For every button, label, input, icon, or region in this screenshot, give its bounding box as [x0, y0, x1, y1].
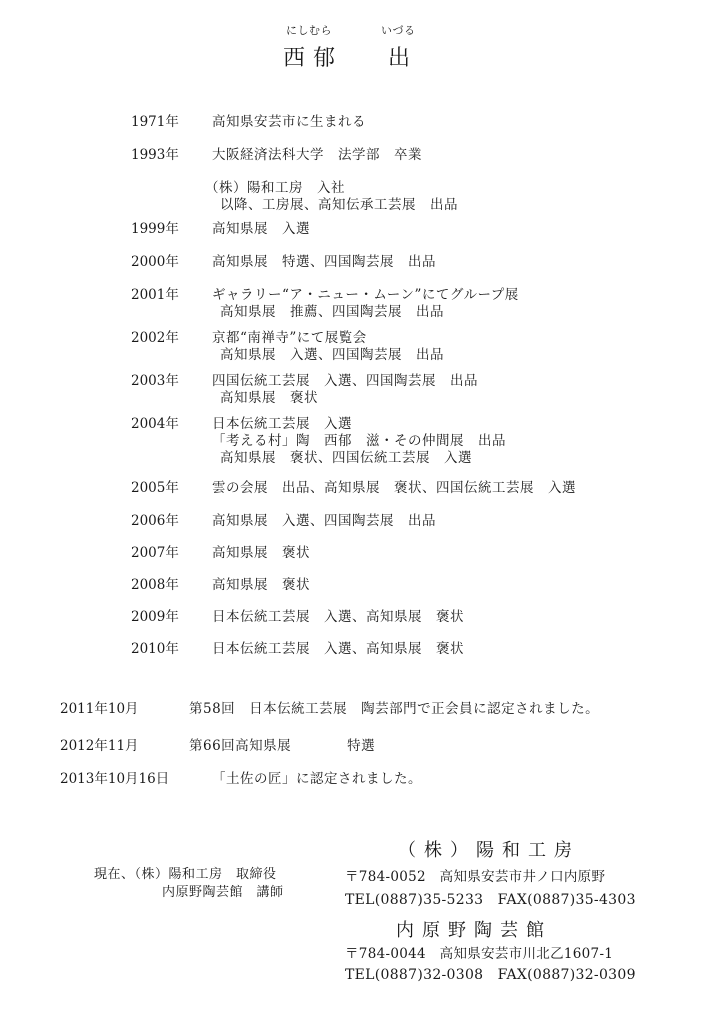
year-2007: 2007年 — [131, 545, 179, 561]
event-2003-line1: 四国伝統工芸展 入選、四国陶芸展 出品 — [212, 373, 478, 389]
event-2010: 日本伝統工芸展 入選、高知県展 褒状 — [212, 641, 464, 657]
event-2007: 高知県展 褒状 — [212, 545, 310, 561]
furigana-given-name: いづる — [381, 24, 416, 37]
year-2005: 2005年 — [131, 480, 179, 496]
museum-name: 内原野陶芸館 — [396, 920, 552, 941]
museum-tel-fax: TEL(0887)32-0308 FAX(0887)32-0309 — [345, 967, 636, 983]
company-name: （株）陽和工房 — [398, 840, 580, 861]
year-2002: 2002年 — [131, 330, 179, 346]
company-tel-fax: TEL(0887)35-5233 FAX(0887)35-4303 — [345, 892, 636, 908]
milestone-text-2013: 「土佐の匠」に認定されました。 — [212, 771, 422, 787]
milestone-date-2012: 2012年11月 — [60, 738, 139, 754]
event-2001-line1: ギャラリー“ア・ニュー・ムーン”にてグループ展 — [212, 287, 519, 303]
year-2009: 2009年 — [131, 609, 179, 625]
event-2002-line2: 高知県展 入選、四国陶芸展 出品 — [220, 347, 444, 363]
event-2001-line2: 高知県展 推薦、四国陶芸展 出品 — [220, 304, 444, 320]
event-2009: 日本伝統工芸展 入選、高知県展 褒状 — [212, 609, 464, 625]
year-2003: 2003年 — [131, 373, 179, 389]
event-2002-line1: 京都“南禅寺”にて展覧会 — [212, 330, 367, 346]
furigana-family-name: にしむら — [286, 24, 332, 37]
year-2001: 2001年 — [131, 287, 179, 303]
name-char-2: 郁 — [313, 46, 336, 71]
event-2004-line1: 日本伝統工芸展 入選 — [212, 416, 352, 432]
year-2008: 2008年 — [131, 577, 179, 593]
event-2006: 高知県展 入選、四国陶芸展 出品 — [212, 513, 436, 529]
event-2004-line2: 「考える村」陶 西郁 滋・その仲間展 出品 — [212, 433, 506, 449]
current-position-line2: 内原野陶芸館 講師 — [162, 885, 284, 900]
milestone-text-2011: 第58回 日本伝統工芸展 陶芸部門で正会員に認定されました。 — [189, 701, 600, 717]
current-position-line1: 現在、（株）陽和工房 取締役 — [94, 867, 277, 882]
event-joined-company-detail: 以降、工房展、高知伝承工芸展 出品 — [220, 197, 458, 213]
event-1999: 高知県展 入選 — [212, 221, 310, 237]
year-2004: 2004年 — [131, 416, 179, 432]
event-2003-line2: 高知県展 褒状 — [220, 390, 318, 406]
year-1999: 1999年 — [131, 221, 179, 237]
company-address: 〒784-0052 高知県安芸市井ノ口内原野 — [345, 869, 606, 885]
milestone-text-2012: 第66回高知県展 特選 — [189, 738, 376, 754]
name-char-3: 出 — [388, 46, 411, 71]
year-2010: 2010年 — [131, 641, 179, 657]
event-joined-company: （株）陽和工房 入社 — [205, 180, 345, 196]
event-2004-line3: 高知県展 褒状、四国伝統工芸展 入選 — [220, 450, 472, 466]
year-2006: 2006年 — [131, 513, 179, 529]
event-1993: 大阪経済法科大学 法学部 卒業 — [212, 147, 422, 163]
event-2005: 雲の会展 出品、高知県展 褒状、四国伝統工芸展 入選 — [212, 480, 576, 496]
name-char-1: 西 — [283, 46, 306, 71]
milestone-date-2013: 2013年10月16日 — [60, 771, 170, 787]
event-2008: 高知県展 褒状 — [212, 577, 310, 593]
year-2000: 2000年 — [131, 254, 179, 270]
museum-address: 〒784-0044 高知県安芸市川北乙1607-1 — [345, 946, 614, 962]
year-1971: 1971年 — [131, 114, 179, 130]
milestone-date-2011: 2011年10月 — [60, 701, 139, 717]
event-1971: 高知県安芸市に生まれる — [212, 114, 366, 130]
event-2000: 高知県展 特選、四国陶芸展 出品 — [212, 254, 436, 270]
year-1993: 1993年 — [131, 147, 179, 163]
